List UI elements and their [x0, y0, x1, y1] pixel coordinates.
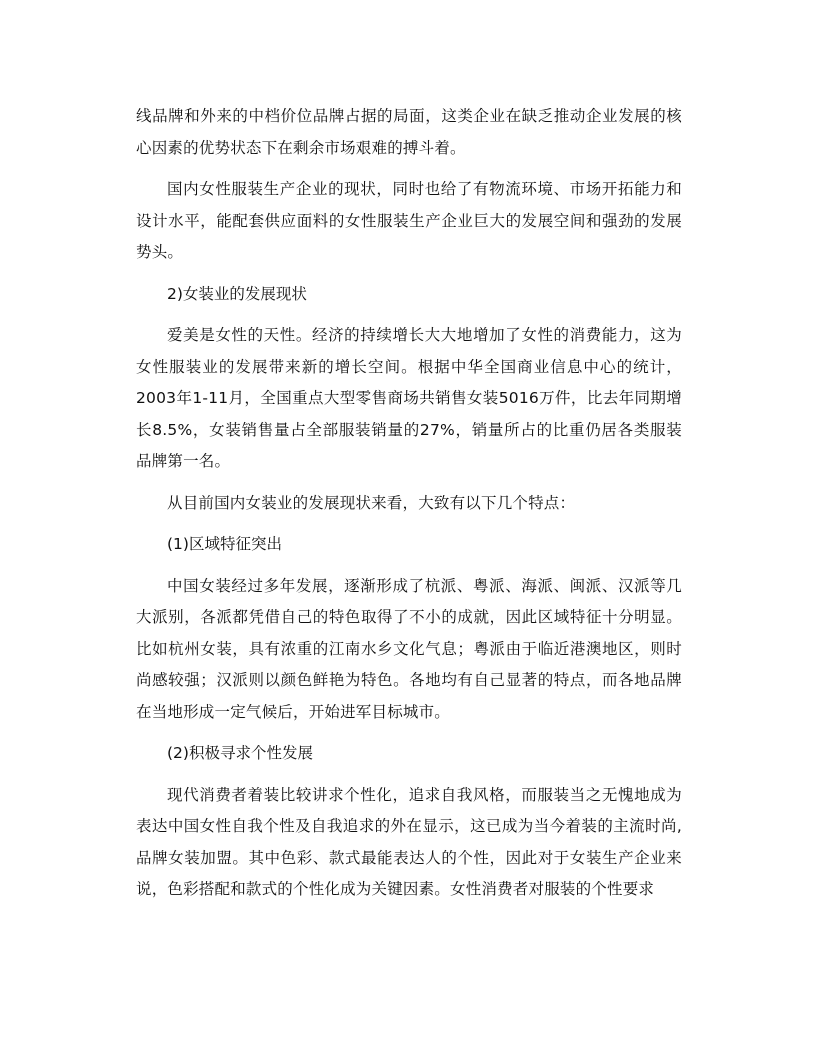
paragraph-regional-styles: 中国女装经过多年发展，逐渐形成了杭派、粤派、海派、闽派、汉派等几大派别，各派都凭借自己的特色取得了不小的成就，因此区域特征十分明显。比如杭州女装，具有浓重的江南水乡文化气息；粤派由于临近港澳地区，则时尚感较强；汉派则以颜色鲜艳为特色。各地均有自己显著的特点，而各地品牌在当地形成一定气候后，开始进军目标城市。: [136, 576, 682, 721]
paragraph-continued-intro: 线品牌和外来的中档价位品牌占据的局面，这类企业在缺乏推动企业发展的核心因素的优势状态下在剩余市场艰难的搏斗着。: [136, 107, 682, 157]
subheading-regional-features: (1)区域特征突出: [167, 535, 282, 553]
paragraph-domestic-status: 国内女性服装生产企业的现状，同时也给了有物流环境、市场开拓能力和设计水平，能配套供应面料的女性服装生产企业巨大的发展空间和强劲的发展势头。: [136, 180, 682, 261]
paragraph-gap: [136, 770, 682, 780]
paragraph-gap: [136, 164, 682, 174]
paragraph-gap: [136, 561, 682, 571]
paragraph-gap: [136, 478, 682, 488]
paragraph-features-intro: 从目前国内女装业的发展现状来看，大致有以下几个特点：: [167, 493, 576, 512]
paragraph-gap: [136, 728, 682, 738]
paragraph-gap: [136, 310, 682, 320]
subheading-individuality: (2)积极寻求个性发展: [167, 744, 313, 762]
paragraph-market-statistics: 爱美是女性的天性。经济的持续增长大大地增加了女性的消费能力，这为女性服装业的发展带来新的增长空间。根据中华全国商业信息中心的统计，2003年1-11月，全国重点大型零售商场共销售女装5016万件，比去年同期增长8.5%，女装销售量占全部服装销量的27%，销量所占的比重仍居各类服装品牌第一名。: [136, 326, 682, 470]
document-body: [136, 101, 682, 906]
paragraph-gap: [136, 269, 682, 279]
paragraph-individuality: 现代消费者着装比较讲求个性化，追求自我风格，而服装当之无愧地成为表达中国女性自我个性及自我追求的外在显示，这已成为当今着装的主流时尚,品牌女装加盟。其中色彩、款式最能表达人的个性，因此对于女装生产企业来说，色彩搭配和款式的个性化成为关键因素。女性消费者对服装的个性要求: [136, 785, 682, 898]
section-heading-development-status: 2)女装业的发展现状: [167, 284, 307, 303]
paragraph-gap: [136, 519, 682, 529]
